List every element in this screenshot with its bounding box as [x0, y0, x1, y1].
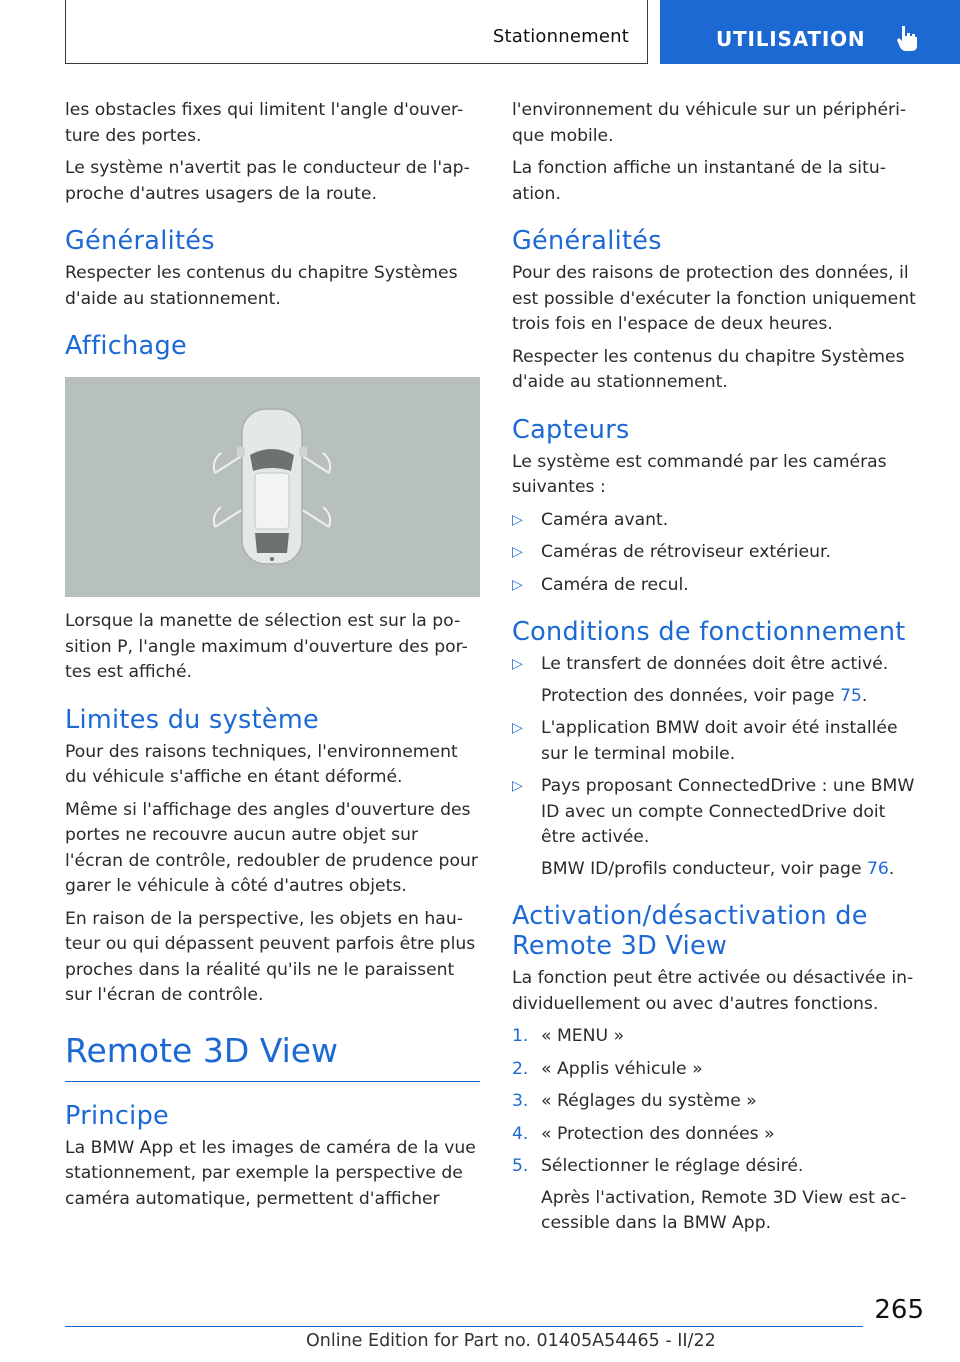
list-item: ▷ L'application BMW doit avoir été installée sur le terminal mobile.	[512, 718, 898, 764]
triangle-bullet-icon: ▷	[512, 544, 523, 560]
header-section-box	[65, 0, 648, 64]
heading-generalites: Généralités	[512, 226, 662, 256]
paragraph: Le système est commandé par les caméras suivantes :	[512, 451, 887, 497]
triangle-bullet-icon: ▷	[512, 511, 523, 528]
paragraph: Pour des raisons techniques, l'environnement du véhicule s'affiche en étant déformé.	[65, 741, 458, 787]
paragraph: l'environnement du véhicule sur un périphéri-que mobile.	[512, 100, 907, 146]
footer-divider	[65, 1326, 863, 1327]
header-chapter-title: UTILISATION	[716, 27, 866, 51]
header-chapter-box	[660, 0, 960, 64]
header-section-title: Stationnement	[492, 26, 629, 47]
list-item: ▷ Caméra de recul.	[512, 573, 924, 599]
paragraph: Pour des raisons de protection des données, il est possible d'exécuter la fonction uniquement trois fois en l'espace de deux heures.	[512, 263, 916, 334]
heading-principe: Principe	[65, 1100, 170, 1131]
sensor-list	[512, 508, 924, 599]
left-column	[65, 98, 480, 1219]
footer-edition: Online Edition for Part no. 01405A54465 - II/22	[306, 1331, 716, 1351]
page-number: 265	[874, 1295, 924, 1325]
triangle-bullet-icon: ▷	[512, 720, 523, 736]
car-top-view-illustration	[65, 377, 480, 597]
right-column	[512, 98, 924, 1244]
paragraph: La fonction affiche un instantané de la situ-ation.	[512, 158, 886, 204]
heading-conditions: Conditions de fonctionnement	[512, 617, 906, 647]
heading-activation: Activation/désactivation de Remote 3D View	[512, 901, 868, 961]
paragraph: La BMW App et les images de caméra de la vue stationnement, par exemple la perspective de caméra automatique, permettent d'afficher	[65, 1137, 476, 1209]
list-item: 4. « Protection des données »	[512, 1123, 775, 1144]
heading-affichage: Affichage	[65, 331, 187, 361]
list-item: ▷ Caméra avant.	[512, 508, 924, 534]
figure-caption: Lorsque la manette de sélection est sur la po-sition P, l'angle maximum d'ouverture des por-tes est affiché.	[65, 611, 468, 682]
triangle-bullet-icon: ▷	[512, 656, 523, 672]
heading-remote-3d-view: Remote 3D View	[65, 1031, 480, 1082]
steps-list	[512, 1024, 924, 1237]
paragraph: Même si l'affichage des angles d'ouverture des portes ne recouvre aucun autre objet sur l'écran de contrôle, redoubler de prudence pour garer le véhicule à côté d'autres objets.	[65, 799, 478, 896]
paragraph: Respecter les contenus du chapitre Systèmes d'aide au stationnement.	[512, 346, 905, 392]
list-item: 5. Sélectionner le réglage désiré. Après l'activation, Remote 3D View est ac-cessible dans la BMW App.	[512, 1156, 907, 1233]
paragraph: Le système n'avertit pas le conducteur de l'ap-proche d'autres usagers de la route.	[65, 158, 470, 204]
paragraph: Respecter les contenus du chapitre Systèmes d'aide au stationnement.	[65, 263, 458, 309]
list-item: ▷ Pays proposant ConnectedDrive : une BMW ID avec un compte ConnectedDrive doit être activée. BMW ID/profils conducteur, voir page 76.	[512, 776, 915, 879]
list-item: 3. « Réglages du système »	[512, 1091, 757, 1111]
heading-limites: Limites du système	[65, 704, 320, 735]
page-link-75[interactable]: 75	[839, 685, 862, 706]
door-angle-figure	[65, 377, 480, 597]
list-item: ▷ Caméras de rétroviseur extérieur.	[512, 540, 924, 566]
conditions-list	[512, 652, 924, 882]
triangle-bullet-icon: ▷	[512, 778, 523, 794]
paragraph: La fonction peut être activée ou désactivée in-dividuellement ou avec d'autres fonctions.	[512, 968, 914, 1014]
paragraph: les obstacles fixes qui limitent l'angle d'ouver-ture des portes.	[65, 100, 464, 146]
triangle-bullet-icon: ▷	[512, 576, 523, 593]
paragraph: En raison de la perspective, les objets en hau-teur ou qui dépassent peuvent parfois être plus proches dans la réalité qu'ils ne le paraissent sur l'écran de contrôle.	[65, 908, 476, 1005]
heading-generalites: Généralités	[65, 226, 215, 256]
heading-capteurs: Capteurs	[512, 414, 630, 445]
page-link-76[interactable]: 76	[867, 858, 889, 879]
list-item: 2. « Applis véhicule »	[512, 1058, 703, 1079]
list-item: ▷ Le transfert de données doit être activé. Protection des données, voir page 75.	[512, 654, 889, 706]
list-item: 1. « MENU »	[512, 1026, 625, 1046]
hand-pointer-icon	[894, 24, 920, 52]
